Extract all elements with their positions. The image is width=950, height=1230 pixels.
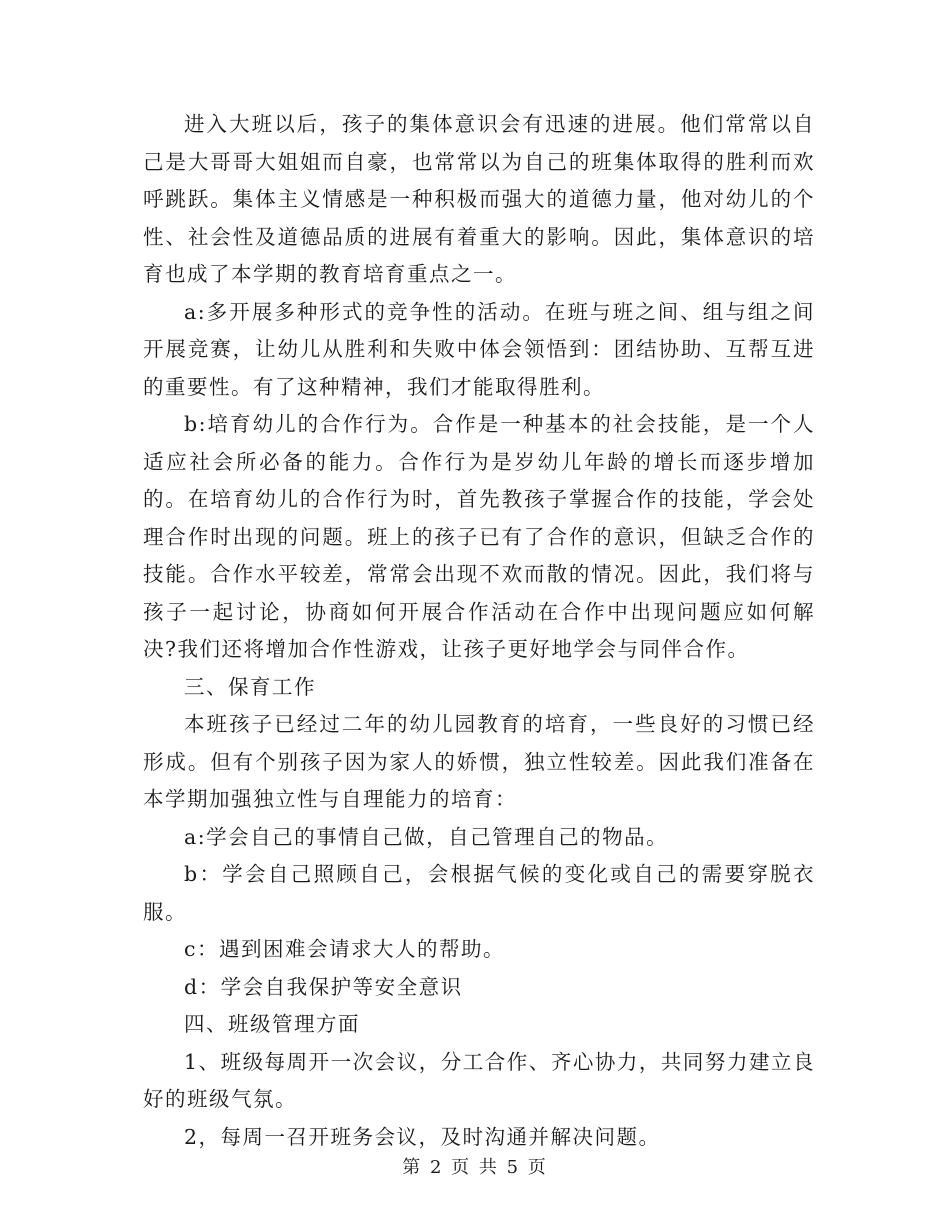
list-item-d: d：学会自我保护等安全意识 (184, 974, 463, 999)
section-heading-3: 三、保育工作 (184, 674, 316, 699)
list-item-2: 2，每周一召开班务会议，及时沟通并解决问题。 (184, 1124, 661, 1149)
page-footer: 第 2 页 共 5 页 (402, 1157, 548, 1178)
list-item-a: a:学会自己的事情自己做，自己管理自己的物品。 (184, 824, 669, 849)
section-heading-4: 四、班级管理方面 (184, 1012, 360, 1036)
paragraph-1: 进入大班以后，孩子的集体意识会有迅速的进展。他们常常以自己是大哥哥大姐姐而自豪，也常常以为自己的班集体取得的胜利而欢呼跳跃。集体主义情感是一种积极而强大的道德力量，他对幼儿的个性、社会性及道德品质的进展有着重大的影响。因此，集体意识的培育也成了本学期的教育培育重点之一。 (143, 112, 815, 286)
list-item-c: c：遇到困难会请求大人的帮助。 (184, 937, 505, 961)
list-item-b: b：学会自己照顾自己，会根据气候的变化或自己的需要穿脱衣服。 (143, 862, 815, 924)
list-item-1: 1、班级每周开一次会议，分工合作、齐心协力，共同努力建立良好的班级气氛。 (143, 1049, 815, 1111)
paragraph-5: 本班孩子已经过二年的幼儿园教育的培育，一些良好的习惯已经形成。但有个别孩子因为家人的娇惯，独立性较差。因此我们准备在本学期加强独立性与自理能力的培育： (143, 712, 815, 811)
paragraph-3: b:培育幼儿的合作行为。合作是一种基本的社会技能，是一个人适应社会所必备的能力。合作行为是岁幼儿年龄的增长而逐步增加的。在培育幼儿的合作行为时，首先教孩子掌握合作的技能，学会处理合作时出现的问题。班上的孩子已有了合作的意识，但缺乏合作的技能。合作水平较差，常常会出现不欢而散的情况。因此，我们将与孩子一起讨论，协商如何开展合作活动在合作中出现问题应如何解决?我们还将增加合作性游戏，让孩子更好地学会与同伴合作。 (143, 412, 815, 661)
document-body (143, 106, 815, 1156)
paragraph-2: a:多开展多种形式的竞争性的活动。在班与班之间、组与组之间开展竞赛，让幼儿从胜利和失败中体会领悟到：团结协助、互帮互进的重要性。有了这种精神，我们才能取得胜利。 (143, 299, 815, 399)
